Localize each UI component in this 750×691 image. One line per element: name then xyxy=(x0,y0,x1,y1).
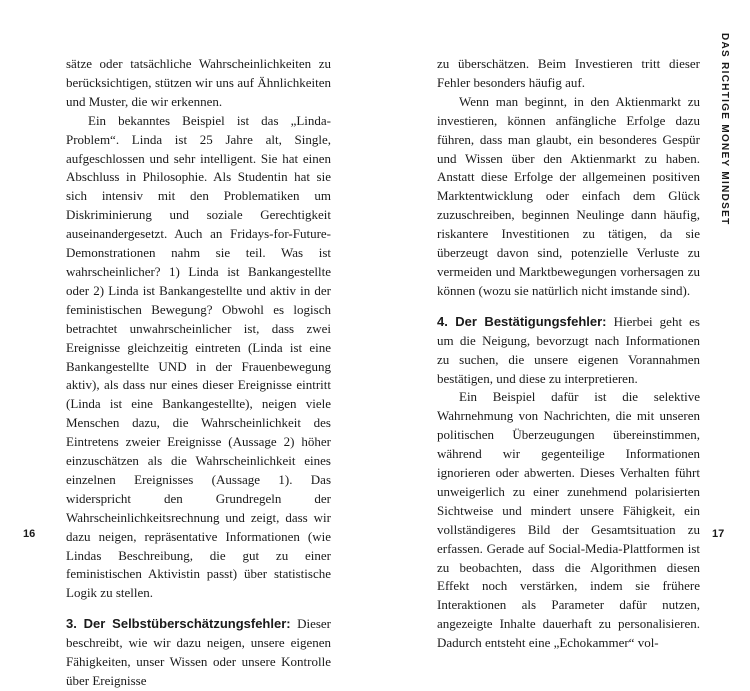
paragraph-text: zu überschätzen. Beim Investieren tritt dieser Fehler besonders häufig auf. xyxy=(437,56,700,90)
paragraph-text: sätze oder tatsächliche Wahrscheinlichkeiten zu berücksichtigen, stützen wir uns auf Ähnlichkeiten und Muster, die wir erkennen. xyxy=(66,56,331,109)
running-head: DAS RICHTIGE MONEY MINDSET xyxy=(719,33,730,226)
paragraph xyxy=(66,112,331,604)
right-page xyxy=(375,0,750,651)
left-page xyxy=(0,0,375,688)
section-paragraph xyxy=(437,313,700,389)
left-text-column xyxy=(66,55,331,691)
paragraph xyxy=(437,93,700,301)
section-heading: 3. Der Selbstüberschätzungsfehler: xyxy=(66,616,291,632)
paragraph xyxy=(437,55,700,93)
page-number: 16 xyxy=(23,528,36,540)
page-number: 17 xyxy=(712,528,725,540)
paragraph xyxy=(437,388,700,653)
section-heading: 4. Der Bestätigungsfehler: xyxy=(437,313,607,329)
paragraph-text: Wenn man beginnt, in den Aktienmarkt zu investieren, können anfängliche Erfolge dazu führen, dass man glaubt, ein besonderes Gespür und Wissen über den Aktienmarkt zu haben. Anstatt diese Erfolge der allgemeinen positiven Marktentwicklung oder einfach dem Glück zuzuschreiben, beginnen Neulinge dann häufig, riskantere Investitionen zu tätigen, da sie überzeugt davon sind, potenzielle Verluste zu vermeiden und Marktbewegungen vorhersagen zu können (wozu sie natürlich nicht imstande sind). xyxy=(437,93,700,298)
paragraph-text: Hierbei geht es um die Neigung, bevorzugt nach Informationen zu suchen, die unsere eigenen Vorannahmen bestätigen, und diese zu interpretieren. xyxy=(437,313,700,386)
section-paragraph xyxy=(66,615,331,691)
paragraph xyxy=(66,55,331,112)
paragraph-text: Ein Beispiel dafür ist die selektive Wahrnehmung von Nachrichten, die mit unseren politischen Überzeugungen übereinstimmen, während wir gegenteilige Informationen ignorieren oder abwerten. Dieses Verhalten führt unweigerlich zu einer zunehmend polarisierten Sichtweise und mindert unsere Fähigkeit, ein vollständigeres Bild der Gesamtsituation zu erfassen. Gerade auf Social-Media-Plattformen ist zu beobachten, dass die Algorithmen diesen Effekt noch verstärken, indem sie frühere Interaktionen als Parameter dafür nutzen, angezeigte Inhalte dauerhaft zu personalisieren. Dadurch entsteht eine „Echokammer“ vol- xyxy=(437,389,700,651)
right-text-column xyxy=(437,55,700,653)
paragraph-text: Ein bekanntes Beispiel ist das „Linda-Problem“. Linda ist 25 Jahre alt, Single, aufgeschlossen und sehr intelligent. Sie hat einen Abschluss in Philosophie. Als Studentin hat sie sich intensiv mit den Problematiken um Diskriminierung und soziale Gerechtigkeit auseinandergesetzt. Auch an Fridays-for-Future-Demonstrationen nahm sie teil. Was ist wahrscheinlicher? 1) Linda ist Bankangestellte oder 2) Linda ist Bankangestellte und aktiv in der feministischen Bewegung? Obwohl es logisch betrachtet unwahrscheinlicher ist, dass zwei Ereignisse gleichzeitig eintreten (Linda ist eine Bankangestellte UND in der Frauenbewegung aktiv), als dass nur eines dieser Ereignisse eintritt (Linda ist eine Bankangestellte), neigen viele Menschen dazu, die Wahrscheinlichkeit des Eintretens zweier Ereignisse (Aussage 2) höher einzuschätzen als die Wahrscheinlichkeit eines einzelnen Ereignisses (Aussage 1). Das widerspricht den Grundregeln der Wahrscheinlichkeitsrechnung und zeigt, dass wir dazu neigen, repräsentative Informationen (wie Lindas Beschreibung, die gut zu einer feministischen Aktivistin passt) über statistische Logik zu stellen. xyxy=(66,112,331,601)
paragraph-text: Dieser beschreibt, wie wir dazu neigen, unsere eigenen Fähigkeiten, unser Wissen oder unsere Kontrolle über Ereignisse xyxy=(66,616,332,688)
